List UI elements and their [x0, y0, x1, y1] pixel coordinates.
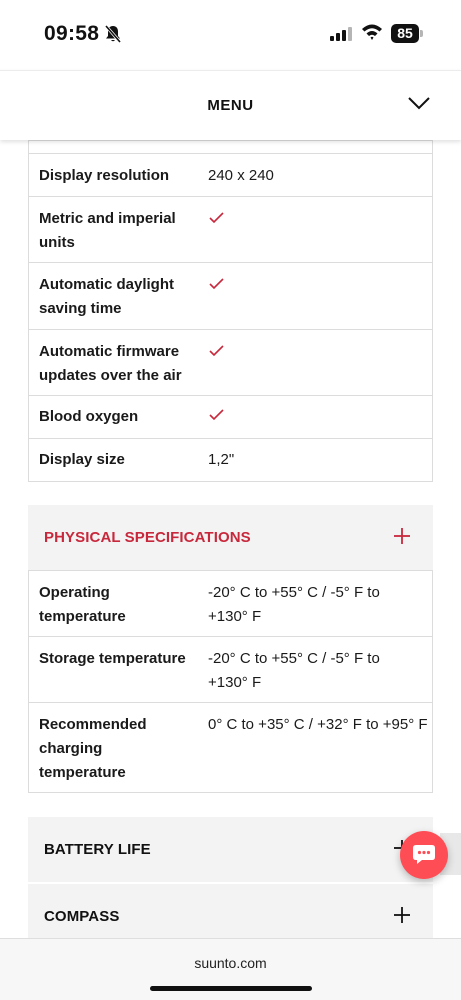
spec-value: -20° C to +55° C / -5° F to +130° F: [208, 650, 380, 691]
bell-slash-icon: [104, 24, 122, 49]
chevron-down-icon[interactable]: [407, 95, 431, 116]
section-title: COMPASS: [44, 908, 120, 925]
status-bar: [0, 0, 461, 70]
spec-value: -20° C to +55° C / -5° F to +130° F: [208, 584, 380, 625]
table-row: [29, 153, 432, 196]
table-row: [29, 196, 432, 262]
table-row: [29, 262, 432, 329]
menu-button[interactable]: MENU: [207, 97, 254, 114]
display-spec-table: [28, 140, 433, 482]
spec-label: Automatic daylight saving time: [39, 276, 175, 317]
chat-bubble-icon: [412, 844, 436, 871]
signal-icon: [330, 27, 352, 46]
battery-indicator: [391, 24, 423, 43]
spec-value: 240 x 240: [208, 167, 274, 184]
plus-icon[interactable]: [393, 527, 411, 550]
physical-spec-table: [28, 570, 433, 793]
spec-label: Automatic firmware updates over the air: [39, 343, 182, 384]
table-row: [29, 570, 432, 636]
spec-value: 1,2": [208, 451, 235, 468]
check-icon: [209, 211, 224, 229]
battery-life-header[interactable]: [28, 817, 433, 882]
battery-cap: [420, 30, 423, 37]
physical-specs-header[interactable]: [28, 505, 433, 570]
spec-label: Storage temperature: [39, 650, 186, 667]
table-row: [29, 636, 432, 702]
spec-label: Display size: [39, 451, 125, 468]
spec-label: Recommended charging temperature: [39, 716, 147, 781]
plus-icon[interactable]: [393, 906, 411, 929]
spec-label: Operating temperature: [39, 584, 126, 625]
spec-label: Metric and imperial units: [39, 210, 176, 251]
table-row: [29, 329, 432, 395]
check-icon: [209, 344, 224, 362]
home-indicator: [150, 986, 312, 991]
browser-address-bar[interactable]: [0, 938, 461, 1000]
check-icon: [209, 277, 224, 295]
battery-level: 85: [391, 24, 419, 43]
spec-label: Blood oxygen: [39, 408, 139, 425]
chat-button[interactable]: [400, 831, 448, 879]
site-header: [0, 70, 461, 140]
address-text[interactable]: suunto.com: [194, 955, 267, 971]
table-row: [29, 438, 432, 481]
status-time: 09:58: [44, 22, 100, 45]
table-row: [29, 702, 432, 792]
section-title: BATTERY LIFE: [44, 841, 151, 858]
table-row: [29, 140, 432, 153]
wifi-icon: [361, 23, 383, 46]
spec-value: 0° C to +35° C / +32° F to +95° F: [208, 716, 428, 733]
table-row: [29, 395, 432, 438]
section-title: PHYSICAL SPECIFICATIONS: [44, 529, 251, 546]
check-icon: [209, 408, 224, 426]
spec-label: Display resolution: [39, 167, 170, 184]
